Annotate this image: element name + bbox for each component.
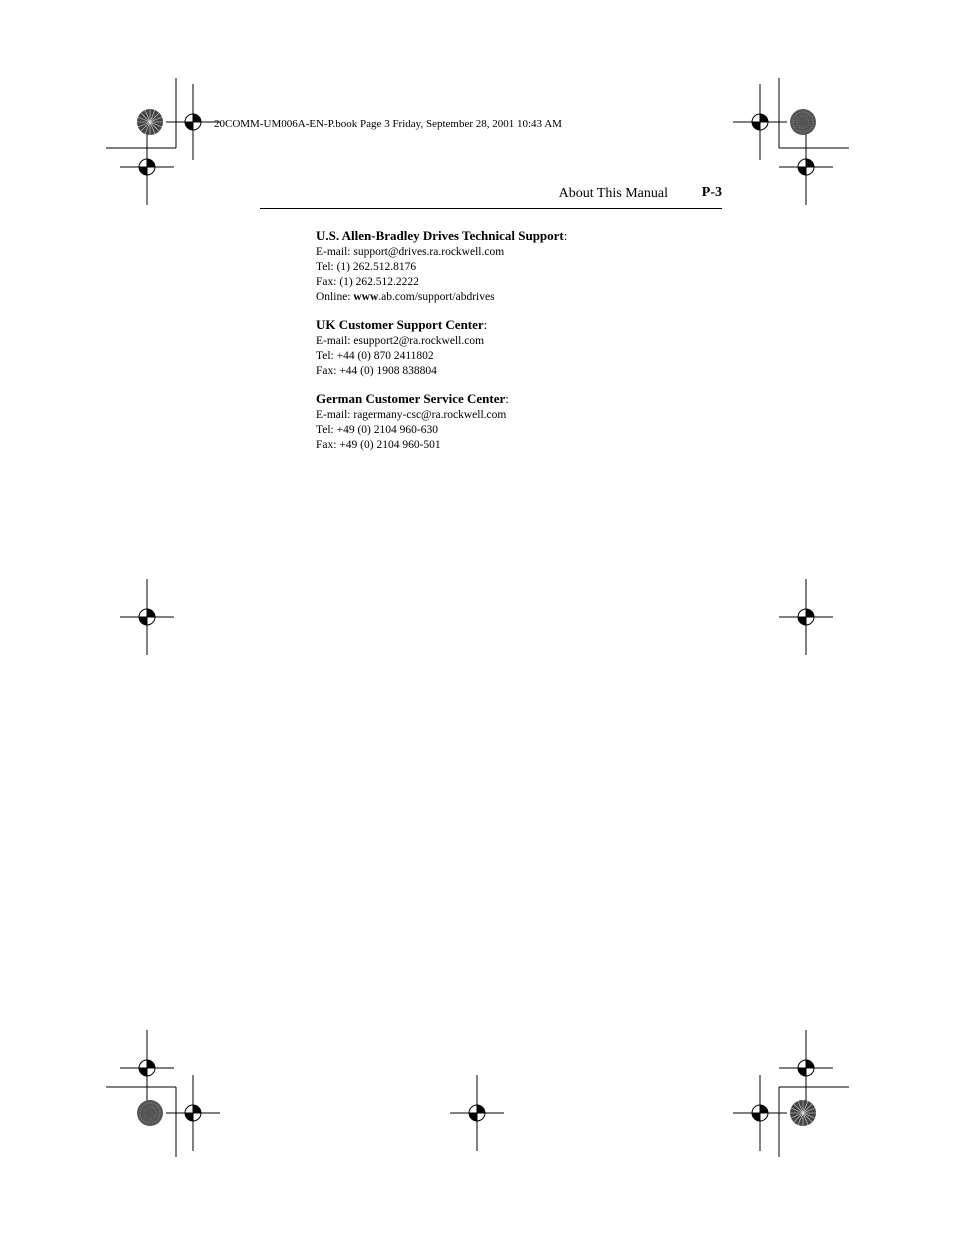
registration-mark-icon <box>779 129 833 205</box>
email-line: E-mail: ragermany-csc@ra.rockwell.com <box>316 409 507 421</box>
section-heading <box>316 228 736 244</box>
heading-colon: : <box>505 391 509 406</box>
registration-mark-icon <box>779 1030 833 1106</box>
fax-line: Fax: +49 (0) 2104 960-501 <box>316 439 441 451</box>
dotted-target-icon <box>137 1100 163 1126</box>
registration-mark-icon <box>166 84 220 160</box>
contact-section-uk <box>316 317 736 379</box>
running-header <box>260 184 722 209</box>
section-heading-text: German Customer Service Center <box>316 391 506 406</box>
tel-line: Tel: +44 (0) 870 2411802 <box>316 350 434 362</box>
registration-mark-icon <box>120 579 174 655</box>
online-line <box>316 290 736 305</box>
tel-line: Tel: (1) 262.512.8176 <box>316 261 417 273</box>
contact-section-us <box>316 228 736 305</box>
registration-mark-icon <box>120 129 174 205</box>
online-label: Online: <box>316 291 354 303</box>
section-heading-text: U.S. Allen-Bradley Drives Technical Support <box>316 228 564 243</box>
section-heading-text: UK Customer Support Center <box>316 317 484 332</box>
registration-mark-icon <box>779 579 833 655</box>
fax-line: Fax: +44 (0) 1908 838804 <box>316 365 437 377</box>
email-line: E-mail: esupport2@ra.rockwell.com <box>316 335 485 347</box>
star-target-icon <box>790 1100 816 1126</box>
running-head-title: About This Manual <box>558 186 668 201</box>
online-www: www <box>353 291 379 303</box>
registration-mark-icon <box>450 1075 504 1151</box>
section-heading <box>316 317 736 333</box>
heading-colon: : <box>563 228 568 243</box>
star-target-icon <box>137 109 163 135</box>
tel-line: Tel: +49 (0) 2104 960-630 <box>316 424 438 436</box>
contact-section-german <box>316 391 736 453</box>
page-number: P-3 <box>701 185 722 200</box>
print-slug: 20COMM-UM006A-EN-P.book Page 3 Friday, September 28, 2001 10:43 AM <box>214 118 562 130</box>
registration-mark-icon <box>166 1075 220 1151</box>
online-url: .ab.com/support/abdrives <box>378 291 495 303</box>
heading-colon: : <box>483 317 488 332</box>
email-line: E-mail: support@drives.ra.rockwell.com <box>316 246 505 258</box>
registration-mark-icon <box>120 1030 174 1106</box>
fax-line: Fax: (1) 262.512.2222 <box>316 276 419 288</box>
dotted-target-icon <box>790 109 816 135</box>
contact-list <box>316 228 736 465</box>
section-heading <box>316 391 736 407</box>
